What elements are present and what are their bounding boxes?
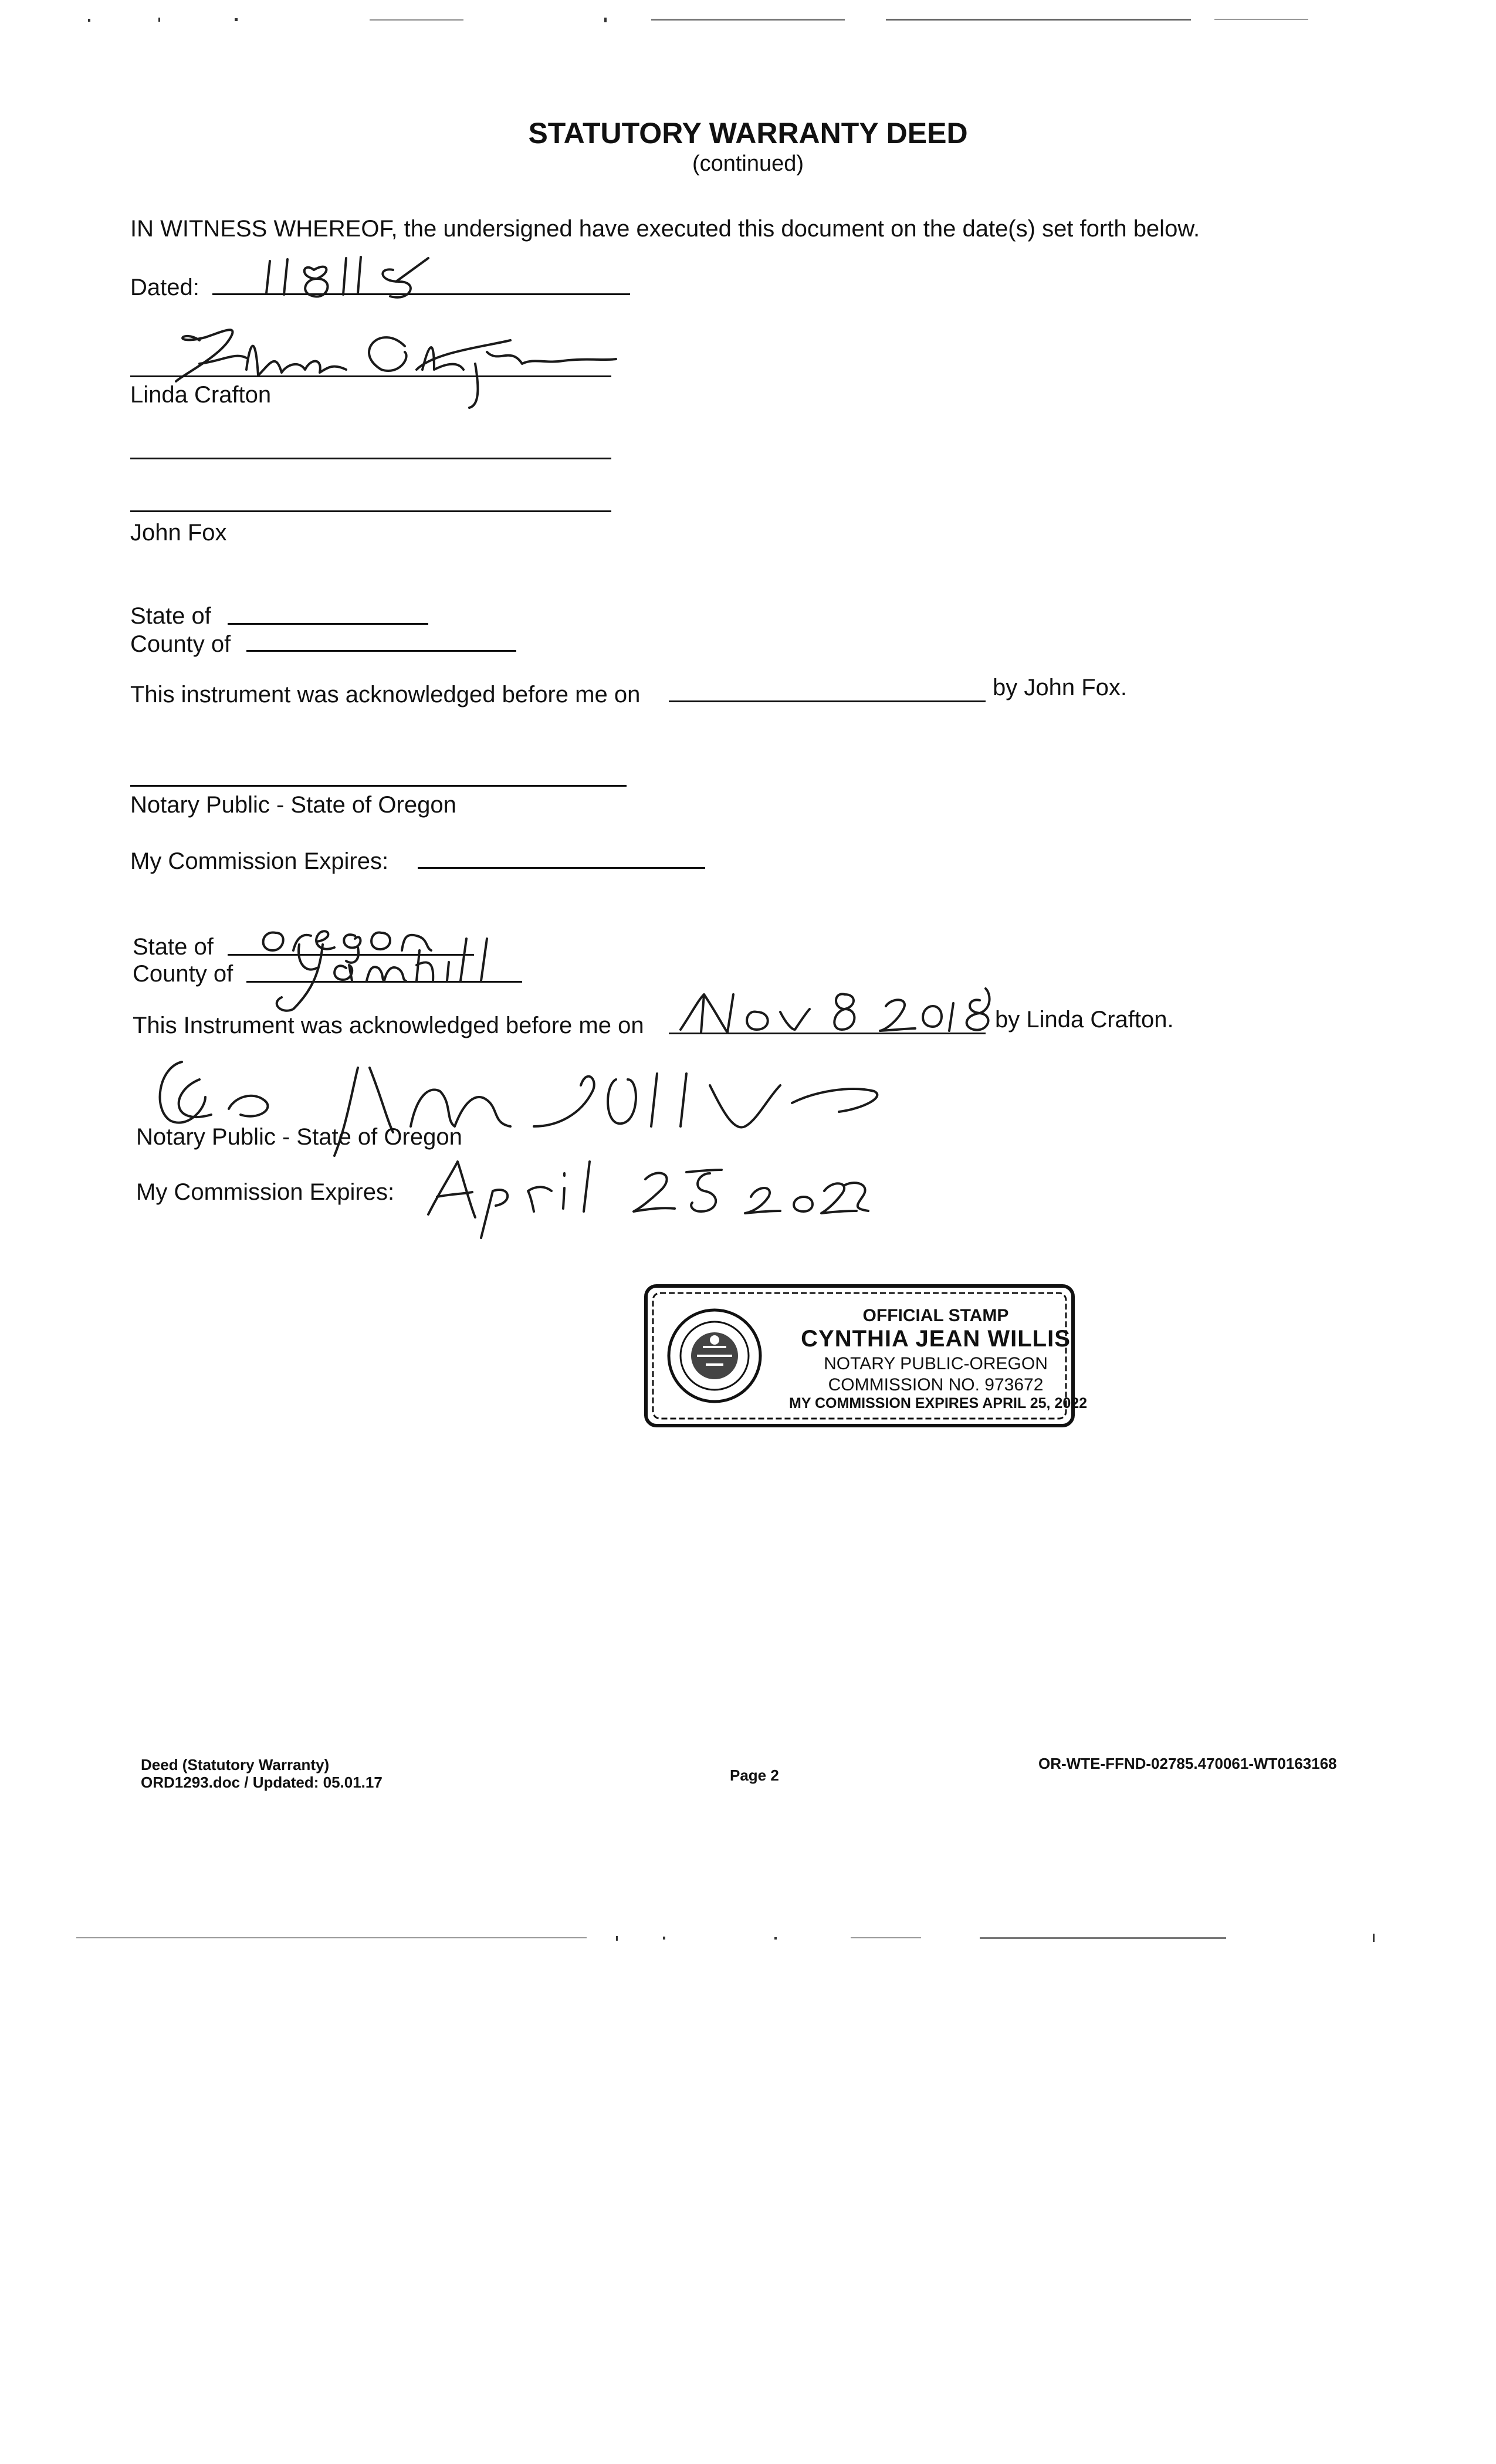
stamp-official-label: OFFICIAL STAMP	[862, 1306, 1009, 1325]
document-subtitle: (continued)	[692, 151, 804, 176]
official-notary-stamp	[642, 1282, 1088, 1429]
block1-ack-suffix: by John Fox.	[993, 675, 1128, 700]
witness-statement: IN WITNESS WHEREOF, the undersigned have executed this document on the date(s) set forth below.	[130, 216, 1200, 242]
block1-county-line	[246, 650, 516, 652]
stamp-notary-name: CYNTHIA JEAN WILLIS	[801, 1326, 1071, 1352]
blank-signature-line	[130, 458, 611, 459]
scan-artifact-top	[88, 15, 1320, 23]
footer-page-number: Page 2	[730, 1766, 779, 1784]
signer-name-linda-crafton: Linda Crafton	[130, 382, 272, 408]
footer-form-version: ORD1293.doc / Updated: 05.01.17	[141, 1773, 383, 1791]
footer-form-name: Deed (Statutory Warranty)	[141, 1756, 330, 1773]
block1-expires-line	[418, 867, 705, 869]
block2-county-label: County of	[133, 961, 233, 987]
block2-county-handwriting	[246, 933, 528, 1015]
block2-ack-date-handwriting	[669, 977, 997, 1041]
block1-notary-label: Notary Public - State of Oregon	[130, 792, 456, 818]
block2-ack-prefix: This Instrument was acknowledged before me on	[133, 1013, 644, 1038]
stamp-commission-expires: MY COMMISSION EXPIRES APRIL 25, 2022	[789, 1395, 1088, 1412]
block2-ack-suffix: by Linda Crafton.	[995, 1007, 1174, 1033]
block1-expires-label: My Commission Expires:	[130, 848, 389, 874]
signature-line-john-fox	[130, 510, 611, 512]
block2-expires-handwriting	[411, 1150, 880, 1244]
block1-ack-prefix: This instrument was acknowledged before me on	[130, 682, 641, 708]
block1-state-line	[228, 623, 428, 625]
block2-notary-label: Notary Public - State of Oregon	[136, 1124, 462, 1150]
dated-handwriting	[258, 246, 505, 305]
footer-file-reference: OR-WTE-FFND-02785.470061-WT0163168	[1038, 1755, 1337, 1772]
stamp-commission-number: COMMISSION NO. 973672	[828, 1375, 1044, 1395]
block1-county-label: County of	[130, 631, 231, 657]
block2-state-label: State of	[133, 934, 214, 960]
block1-state-label: State of	[130, 603, 211, 629]
signature-line-linda-crafton	[130, 375, 611, 377]
scan-artifact-bottom	[76, 1934, 1390, 1942]
dated-label: Dated:	[130, 275, 199, 300]
block2-expires-label: My Commission Expires:	[136, 1179, 395, 1205]
signer-name-john-fox: John Fox	[130, 520, 227, 546]
oregon-state-seal-icon	[665, 1306, 764, 1406]
document-title: STATUTORY WARRANTY DEED	[528, 117, 968, 150]
block1-ack-date-line	[669, 700, 986, 702]
stamp-notary-title: NOTARY PUBLIC-OREGON	[824, 1354, 1048, 1373]
block1-notary-signature-line	[130, 785, 627, 787]
